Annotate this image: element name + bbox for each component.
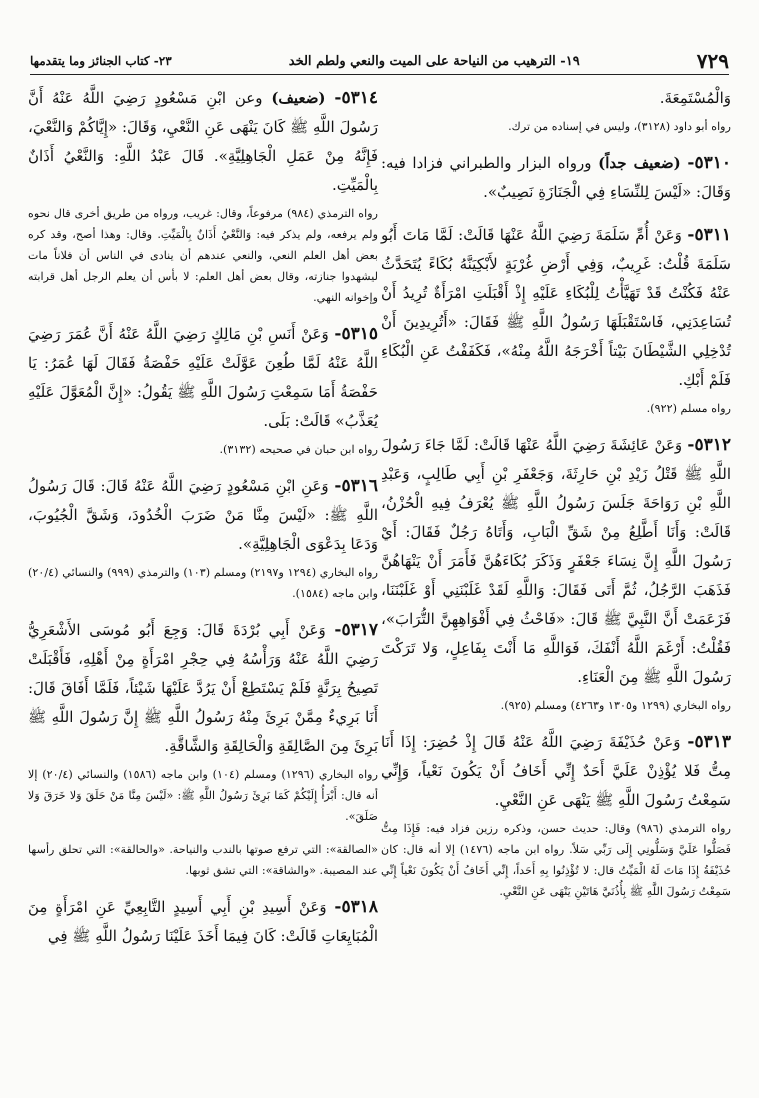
left-column [28,84,378,951]
source-note: رواه الترمذي (٩٨٦) وقال: حديث حسن، وذكره رزين فزاد فيه: فَإِذَا مِتُّ فَصَلُّوا عَلَيَّ وَسَلُّونِي إِلَى رَبِّي سَلاً. رواه ابن ماجه (١٤٧٦) إلا أنه قال: كان حُذَيْفَةُ إِذَا مَاتَ لَهُ الْمَيِّتُ قال: لا تُؤْذِنُوا بِهِ أَحَداً، إِنِّي أَخَافُ أَنْ يَكُونَ نَعْياً إِنِّي سَمِعْتُ رَسُولَ اللَّهِ ﷺ بِأُذُنَيَّ هَاتَيْنِ يَنْهَى عَنِ النَّعْيِ. [381,822,731,898]
hadith-text: وَعَنِ ابْنِ مَسْعُودٍ رَضِيَ اللَّهُ عَنْهُ قَالَ: قَالَ رَسُولُ اللَّهِ ﷺ: «لَيْسَ مِنَّا مَنْ ضَرَبَ الْخُدُودَ، وَشَقَّ الْجُيُوبَ، وَدَعَا بِدَعْوَى الْجَاهِلِيَّةِ». [28,477,378,553]
hadith-number: ٥٣١٨- [334,897,378,917]
hadith-5316 [28,472,378,559]
hadith-number: ٥٣١٤- [334,88,378,108]
hadith-text: وَعَنْ أَنَسِ بْنِ مَالِكٍ رَضِيَ اللَّهُ عَنْهُ أَنَّ عُمَرَ رَضِيَ اللَّهُ عَنْهُ لَمَّا طُعِنَ عَوَّلَتْ عَلَيْهِ حَفْصَةُ فَقَالَ لَهَا عُمَرُ: يَا حَفْصَةُ أَمَا سَمِعْتِ رَسُولَ اللَّهِ ﷺ يَقُولُ: «إِنَّ الْمُعَوَّلَ عَلَيْهِ يُعَذَّبُ» قَالَتْ: بَلَى. [28,325,378,430]
source-note: رواه البخاري (١٢٩٩ و١٣٠٥ و٤٢٦٣) ومسلم (٩٢٥). [500,699,731,712]
hadith-grade: (ضعيف) [271,89,326,107]
hadith-text: ورواه البزار والطبراني فزادا فيه: وَقَالَ: «لَيْسَ لِلنِّسَاءِ فِي الْجَنَازَةِ نَصِيبٌ». [381,154,731,201]
hadith-text: وَعَنْ أَسِيدِ بْنِ أَبِي أَسِيدٍ التَّابِعِيِّ عَنِ امْرَأَةٍ مِنَ الْمُبَايِعَاتِ قَالَتْ: كَانَ فِيمَا أَخَذَ عَلَيْنَا رَسُولُ اللَّهِ ﷺ فِي [28,898,378,945]
hadith-5312 [381,431,731,692]
hadith-5317 [28,616,378,761]
hadith-number: ٥٣١٣- [687,732,731,752]
hadith-number: ٥٣١١- [687,225,732,245]
hadith-5310 [381,149,731,207]
source-note: رواه مسلم (٩٢٢). [646,402,731,415]
source-note: رواه أبو داود (٣١٢٨)، وليس في إسناده من ترك. [508,120,731,133]
hadith-text: وَعَنْ أُمِّ سَلَمَةَ رَضِيَ اللَّهُ عَنْهَا قَالَتْ: لَمَّا مَاتَ أَبُو سَلَمَةَ قُلْتُ: غَرِيبٌ، وَفِي أَرْضِ غُرْبَةٍ لأَبْكِيَنَّهُ بُكَاءً يُتَحَدَّثُ عَنْهُ فَكُنْتُ قَدْ تَهَيَّأْتُ لِلْبُكَاءِ عَلَيْهِ إِذْ أَقْبَلَتِ امْرَأَةٌ تُرِيدُ أَنْ تُسَاعِدَنِي، فَاسْتَقْبَلَهَا رَسُولُ اللَّهِ ﷺ فَقَالَ: «أَتُرِيدِينَ أَنْ تُدْخِلِي الشَّيْطَانَ بَيْتاً أَخْرَجَهُ اللَّهُ مِنْهُ»، فَكَفَفْتُ عَنِ الْبُكَاءِ فَلَمْ أَبْكِ. [381,226,731,389]
source-note: رواه الترمذي (٩٨٤) مرفوعاً، وقال: غريب، ورواه من طريق أخرى قال نحوه ولم يرفعه، ولم يذكر فيه: وَالنَّعْيُ أَذَانٌ بِالْمَيِّتِ. وقال: وهذا أصح، وقد كره بعض أهل العلم النعي، والنعي عندهم أن ينادى في الناس أن فلاناً مات ليشهدوا جنازته، وقال بعض أهل العلم: لا بأس أن يعلم الرجل أهل قرابته وإخوانه النهي. [28,207,378,304]
hadith-text: وَعَنْ أَبِي بُرْدَةَ قَالَ: وَجِعَ أَبُو مُوسَى الأَشْعَرِيُّ رَضِيَ اللَّهُ عَنْهُ وَرَأْسُهُ فِي حِجْرِ امْرَأَةٍ مِنْ أَهْلِهِ، فَأَقْبَلَتْ تَصِيحُ بِرَنَّةٍ فَلَمْ يَسْتَطِعْ أَنْ يَرُدَّ عَلَيْهَا شَيْئاً، فَلَمَّا أَفَاقَ قَالَ: أَنَا بَرِيءٌ مِمَّنْ بَرِئَ مِنْهُ رَسُولُ اللَّهِ ﷺ إِنَّ رَسُولَ اللَّهِ ﷺ بَرِئَ مِنَ الصَّالِقَةِ وَالْحَالِقَةِ وَالشَّاقَّةِ. [28,621,378,755]
hadith-number: ٥٣١٥- [334,324,378,344]
hadith-5313 [381,728,731,815]
source-note: رواه البخاري (١٢٩٦) ومسلم (١٠٤) وابن ماجه (١٥٨٦) والنسائي (٢٠/٤) إلا أنه قال: أَبْرَأُ إِلَيْكُمْ كَمَا بَرِئَ رَسُولُ اللَّهِ ﷺ: «لَيْسَ مِنَّا مَنْ حَلَقَ وَلا خَرَقَ وَلا صَلَقَ». [28,768,378,823]
hadith-number: ٥٣١٢- [687,435,731,455]
text-line: وَالْمُسْتَمِعَةَ. [659,89,731,107]
hadith-5315 [28,320,378,436]
right-column [381,84,731,914]
hadith-text: وعن ابْنِ مَسْعُودٍ رَضِيَ اللَّهُ عَنْهُ أَنَّ رَسُولَ اللَّهِ ﷺ كَانَ يَنْهَى عَنِ النَّعْيِ، وَقَالَ: «إِيَّاكُمْ وَالنَّعْيَ، فَإِنَّهُ مِنْ عَمَلِ الْجَاهِلِيَّةِ». قَالَ عَبْدُ اللَّهِ: وَالنَّعْيُ أَذَانٌ بِالْمَيِّتِ. [28,89,378,194]
hadith-5311 [381,221,731,395]
glossary-note: «الصالقة»: التي ترفع صوتها بالندب والنياحة. «والحالقة»: التي تحلق رأسها عند المصيبة. «والشاقة»: التي تشق ثوبها. [28,843,378,877]
page-header [30,48,729,75]
hadith-number: ٥٣١٠- [687,153,732,173]
hadith-text: وَعَنْ حُذَيْفَةَ رَضِيَ اللَّهُ عَنْهُ قَالَ إِذْ حُضِرَ: إِذَا أَنَا مِتُّ فَلا يُؤْذِنْ عَلَيَّ أَحَدٌ إِنِّي أَخَافُ أَنْ يَكُونَ نَعْياً، وَإِنِّي سَمِعْتُ رَسُولَ اللَّهِ ﷺ يَنْهَى عَنِ النَّعْيِ. [381,733,731,809]
hadith-grade: (ضعيف جداً) [598,154,681,172]
page-number: ٧٢٩ [696,49,729,73]
section-title: ٢٣- كتاب الجنائز وما يتقدمها [30,54,172,68]
hadith-text: وَعَنْ عَائِشَةَ رَضِيَ اللَّهُ عَنْهَا قَالَتْ: لَمَّا جَاءَ رَسُولَ اللَّهِ ﷺ قَتْلُ زَيْدِ بْنِ حَارِثَةَ، وَجَعْفَرِ بْنِ أَبِي طَالِبٍ، وَعَبْدِ اللَّهِ بْنِ رَوَاحَةَ جَلَسَ رَسُولُ اللَّهِ ﷺ يُعْرَفُ فِيهِ الْحُزْنُ، قَالَتْ: وَأَنَا أَطَّلِعُ مِنْ شَقِّ الْبَابِ، وَأَتَاهُ رَجُلٌ فَقَالَ: أَيْ رَسُولَ اللَّهِ إِنَّ نِسَاءَ جَعْفَرٍ وَذَكَرَ بُكَاءَهُنَّ فَأَمَرَ أَنْ يَنْهَاهُنَّ فَذَهَبَ الرَّجُلُ، ثُمَّ أَتَى فَقَالَ: وَاللَّهِ لَقَدْ غَلَبْنَنِي أَوْ غَلَبْنَنَا، فَزَعَمَتْ أَنَّ النَّبِيَّ ﷺ قَالَ: «فَاحْثُ فِي أَفْوَاهِهِنَّ التُّرَابَ»، فَقُلْتُ: أَرْغَمَ اللَّهُ أَنْفَكَ، فَوَاللَّهِ مَا أَنْتَ بِفَاعِلٍ، وَلا تَرَكْتَ رَسُولَ اللَّهِ ﷺ مِنَ الْعَنَاءِ. [381,436,731,686]
hadith-5314 [28,84,378,200]
hadith-5318 [28,893,378,951]
source-note: رواه البخاري (١٢٩٤ و٢١٩٧) ومسلم (١٠٣) والترمذي (٩٩٩) والنسائي (٢٠/٤) وابن ماجه (١٥٨٤). [28,566,378,600]
hadith-number: ٥٣١٧- [334,620,378,640]
source-note: رواه ابن حبان في صحيحه (٣١٣٢). [219,443,378,456]
hadith-number: ٥٣١٦- [334,476,378,496]
chapter-title: ١٩- الترهيب من النياحة على الميت والنعي ولطم الخد [288,53,580,69]
